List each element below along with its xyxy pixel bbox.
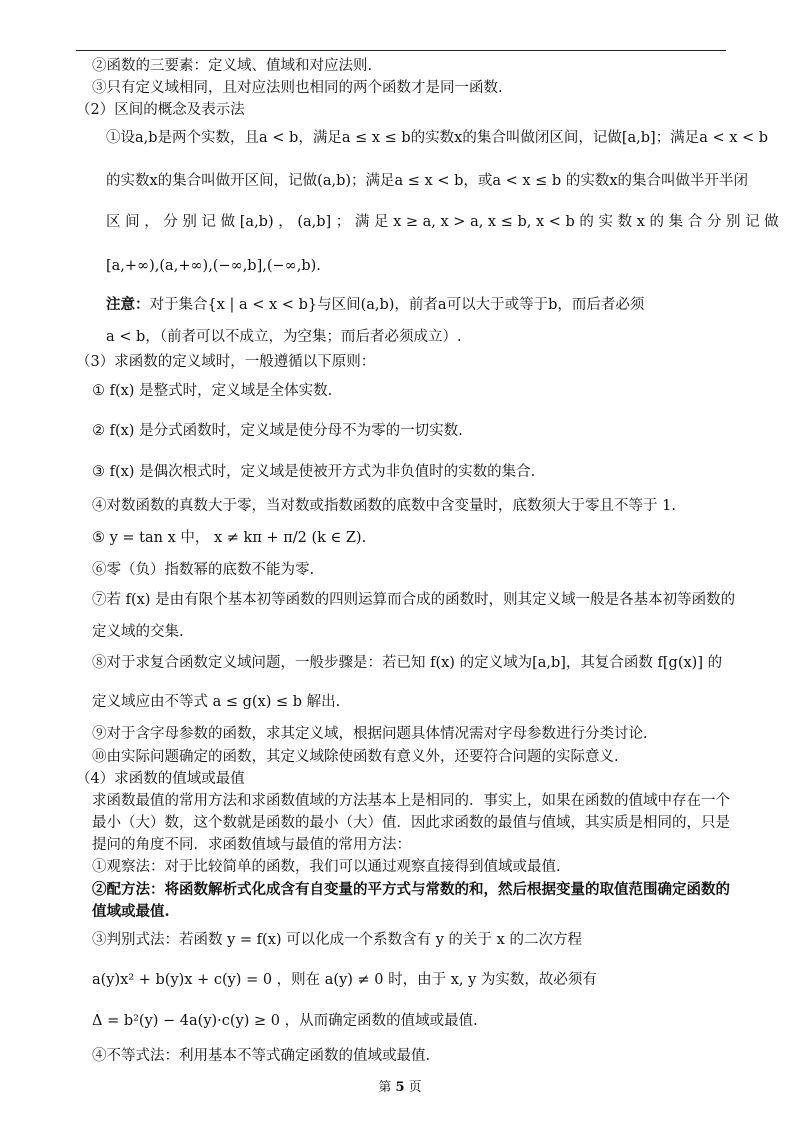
text-line: ⑥零（负）指数幂的底数不能为零. [92,562,315,578]
text-line: 最小（大）数，这个数就是函数的最小（大）值．因此求函数的最值与值域，其实质是相同的，只是 [92,815,730,831]
text-line: ③ f(x) 是偶次根式时，定义域是使被开方式为非负值时的实数的集合. [92,464,536,480]
text-line: ①观察法：对于比较简单的函数，我们可以通过观察直接得到值域或最值. [92,859,561,875]
formula-line: ⑤ y = tan x 中， x ≠ kπ + π/2 (k ∈ Z). [92,530,367,546]
formula-line: a(y)x² + b(y)x + c(y) = 0 ，则在 a(y) ≠ 0 时，由于 x, y 为实数，故必须有 [92,972,597,988]
text-line: 的实数x的集合叫做开区间，记做(a,b)；满足a ≤ x < b，或a < x ≤ b 的实数x的集合叫做半开半闭 [106,173,748,189]
text-line: 求函数最值的常用方法和求函数值域的方法基本上是相同的．事实上，如果在函数的值域中存在一个 [92,793,730,809]
footer-suffix: 页 [408,1080,422,1095]
section-heading: （2）区间的概念及表示法 [76,102,245,118]
text-line: ③只有定义域相同，且对应法则也相同的两个函数才是同一函数. [92,80,503,96]
text-line: ② f(x) 是分式函数时，定义域是使分母不为零的一切实数. [92,423,463,439]
text-line: 提问的角度不同．求函数值域与最值的常用方法： [92,837,411,853]
page-number: 5 [395,1080,405,1095]
text-line: 定义域应由不等式 a ≤ g(x) ≤ b 解出. [92,694,341,710]
text-line: ⑧对于求复合函数定义域问题，一般步骤是：若已知 f(x) 的定义域为[a,b]，其复合函数 f[g(x)] 的 [92,655,723,671]
section-heading: （4）求函数的值域或最值 [76,771,245,787]
text-line: [a,+∞),(a,+∞),(−∞,b],(−∞,b). [106,258,321,274]
header-rule [76,50,726,51]
text-line: ① f(x) 是整式时，定义域是全体实数. [92,383,333,399]
text-line: ④对数函数的真数大于零，当对数或指数函数的底数中含变量时，底数须大于零且不等于 1. [92,498,676,514]
text-line: 定义域的交集. [92,624,184,640]
note-line [106,295,644,315]
note-text: 对于集合{x | a < x < b}与区间(a,b)，前者a可以大于或等于b，而后者必须 [149,297,645,313]
text-line: ⑩由实际问题确定的函数，其定义域除使函数有意义外，还要符合问题的实际意义. [92,749,619,765]
page-footer [0,1076,800,1095]
footer-prefix: 第 [378,1080,392,1095]
formula-line: Δ = b²(y) − 4a(y)·c(y) ≥ 0 ，从而确定函数的值域或最值. [92,1013,478,1029]
text-line: ③判别式法：若函数 y = f(x) 可以化成一个系数含有 y 的关于 x 的二次方程 [92,932,582,948]
text-line: ⑦若 f(x) 是由有限个基本初等函数的四则运算而合成的函数时，则其定义域一般是各基本初等函数的 [92,592,736,608]
text-line: ⑨对于含字母参数的函数，求其定义域，根据问题具体情况需对字母参数进行分类讨论. [92,726,648,742]
text-line: ④不等式法：利用基本不等式确定函数的值域或最值. [92,1048,431,1064]
bold-line: ②配方法：将函数解析式化成含有自变量的平方式与常数的和，然后根据变量的取值范围确定函数的 [92,881,730,898]
text-line: ②函数的三要素：定义域、值域和对应法则. [92,58,373,74]
text-line: ①设a,b是两个实数，且a < b，满足a ≤ x ≤ b的实数x的集合叫做闭区间，记做[a,b]；满足a < x < b [106,130,769,146]
text-line: a < b，（前者可以不成立，为空集；而后者必须成立）. [106,329,462,345]
note-label: 注意： [106,296,150,313]
bold-line: 值域或最值. [92,903,170,920]
section-heading: （3）求函数的定义域时，一般遵循以下原则： [76,354,376,370]
text-line: 区 间 ， 分 别 记 做 [a,b) ， (a,b] ； 满 足 x ≥ a, x > a, x ≤ b, x < b 的 实 数 x 的 集 合 分 别 记 做 [106,214,779,230]
